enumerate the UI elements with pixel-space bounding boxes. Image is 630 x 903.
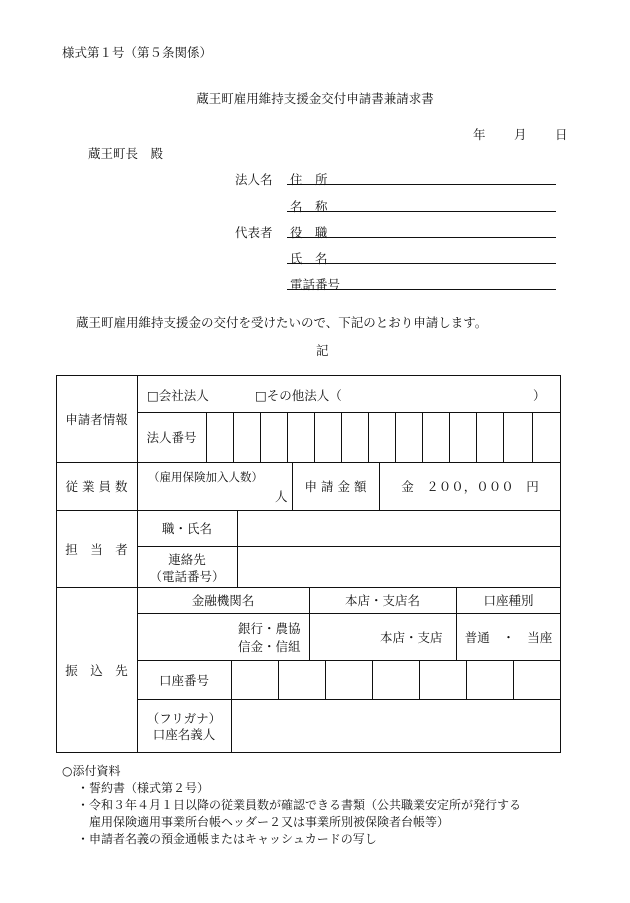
application-statement: 蔵王町雇用維持支援金の交付を受けたいので、下記のとおり申請します。	[76, 315, 488, 330]
date-month-label: 月	[514, 127, 527, 142]
account-type-value[interactable]: 普通 ・ 当座	[464, 629, 553, 645]
form-number: 様式第１号（第５条関係）	[62, 45, 213, 60]
addressee: 蔵王町長 殿	[88, 146, 164, 161]
rule	[233, 412, 234, 462]
rule	[532, 412, 533, 462]
rule	[513, 660, 514, 699]
amount-value: 金 ２００，０００ 円	[401, 479, 539, 494]
rule	[237, 510, 238, 587]
rule	[368, 412, 369, 462]
contact-person-header: 担 当 者	[65, 541, 128, 557]
position-label: 役 職	[290, 225, 328, 240]
name-line[interactable]	[287, 211, 556, 212]
applicant-info-header: 申請者情報	[65, 411, 128, 427]
rule	[419, 660, 420, 699]
contact-label-line2: （電話番号）	[149, 569, 225, 584]
corporation-label: 法人名	[235, 172, 273, 187]
insured-note: （雇用保険加入人数）	[148, 470, 263, 484]
rule	[137, 699, 561, 700]
representative-label: 代表者	[235, 225, 273, 240]
branch-value: 本店・支店	[380, 630, 443, 645]
phone-label: 電話番号	[290, 277, 341, 292]
address-label: 住 所	[290, 172, 328, 187]
amount-label: 申 請 金 額	[304, 479, 367, 494]
address-line[interactable]	[287, 184, 556, 185]
transfer-header: 振 込 先	[65, 663, 128, 678]
account-holder-line2: 口座名義人	[152, 727, 216, 742]
other-corp-checkbox[interactable]: □その他法人（	[255, 388, 342, 403]
bank-type-line2: 信金・信組	[238, 639, 301, 654]
person-unit: 人	[275, 489, 288, 504]
attachment-item-1: ・誓約書（様式第２号）	[77, 781, 210, 795]
attachment-item-2: ・令和３年４月１日以降の従業員数が確認できる書類（公共職業安定所が発行する	[77, 798, 522, 812]
rule	[231, 660, 232, 753]
bank-name-header: 金融機関名	[191, 593, 255, 608]
account-holder-line1: （フリガナ）	[146, 711, 222, 726]
rule	[341, 412, 342, 462]
company-corp-checkbox[interactable]: □会社法人	[147, 388, 209, 403]
attachment-item-2-continued: 雇用保険適用事業所台帳ヘッダー２又は事業所別被保険者台帳等）	[89, 815, 450, 829]
position-name-label: 職・氏名	[161, 521, 212, 536]
contact-label-line1: 連絡先	[168, 552, 206, 567]
rule	[372, 660, 373, 699]
rule	[206, 412, 207, 462]
rule	[466, 660, 467, 699]
date-day-label: 日	[555, 127, 568, 142]
branch-name-header: 本店・支店名	[344, 593, 420, 608]
employees-header: 従 業 員 数	[65, 479, 128, 494]
rule	[476, 412, 477, 462]
rule	[422, 412, 423, 462]
account-type-header: 口座種別	[483, 593, 534, 608]
rule	[278, 660, 279, 699]
attachments-heading: ○添付資料	[62, 764, 121, 778]
rule	[260, 412, 261, 462]
phone-line[interactable]	[287, 289, 556, 290]
rule	[137, 546, 561, 547]
rule	[449, 412, 450, 462]
rule	[395, 412, 396, 462]
person-name-line[interactable]	[287, 263, 556, 264]
corp-number-label: 法人番号	[146, 430, 197, 445]
document-title: 蔵王町雇用維持支援金交付申請書兼請求書	[196, 91, 434, 106]
bank-type-line1: 銀行・農協	[238, 621, 301, 636]
position-line[interactable]	[287, 237, 556, 238]
person-name-label: 氏 名	[290, 251, 328, 266]
account-number-label: 口座番号	[158, 672, 209, 688]
rule	[287, 412, 288, 462]
date-year-label: 年	[473, 127, 486, 142]
rule	[314, 412, 315, 462]
attachment-item-3: ・申請者名義の預金通帳またはキャッシュカードの写し	[77, 832, 377, 846]
rule	[503, 412, 504, 462]
other-corp-close-paren: ）	[533, 388, 546, 403]
name-label: 名 称	[290, 199, 328, 214]
rule	[325, 660, 326, 699]
ki-marker: 記	[316, 343, 329, 358]
